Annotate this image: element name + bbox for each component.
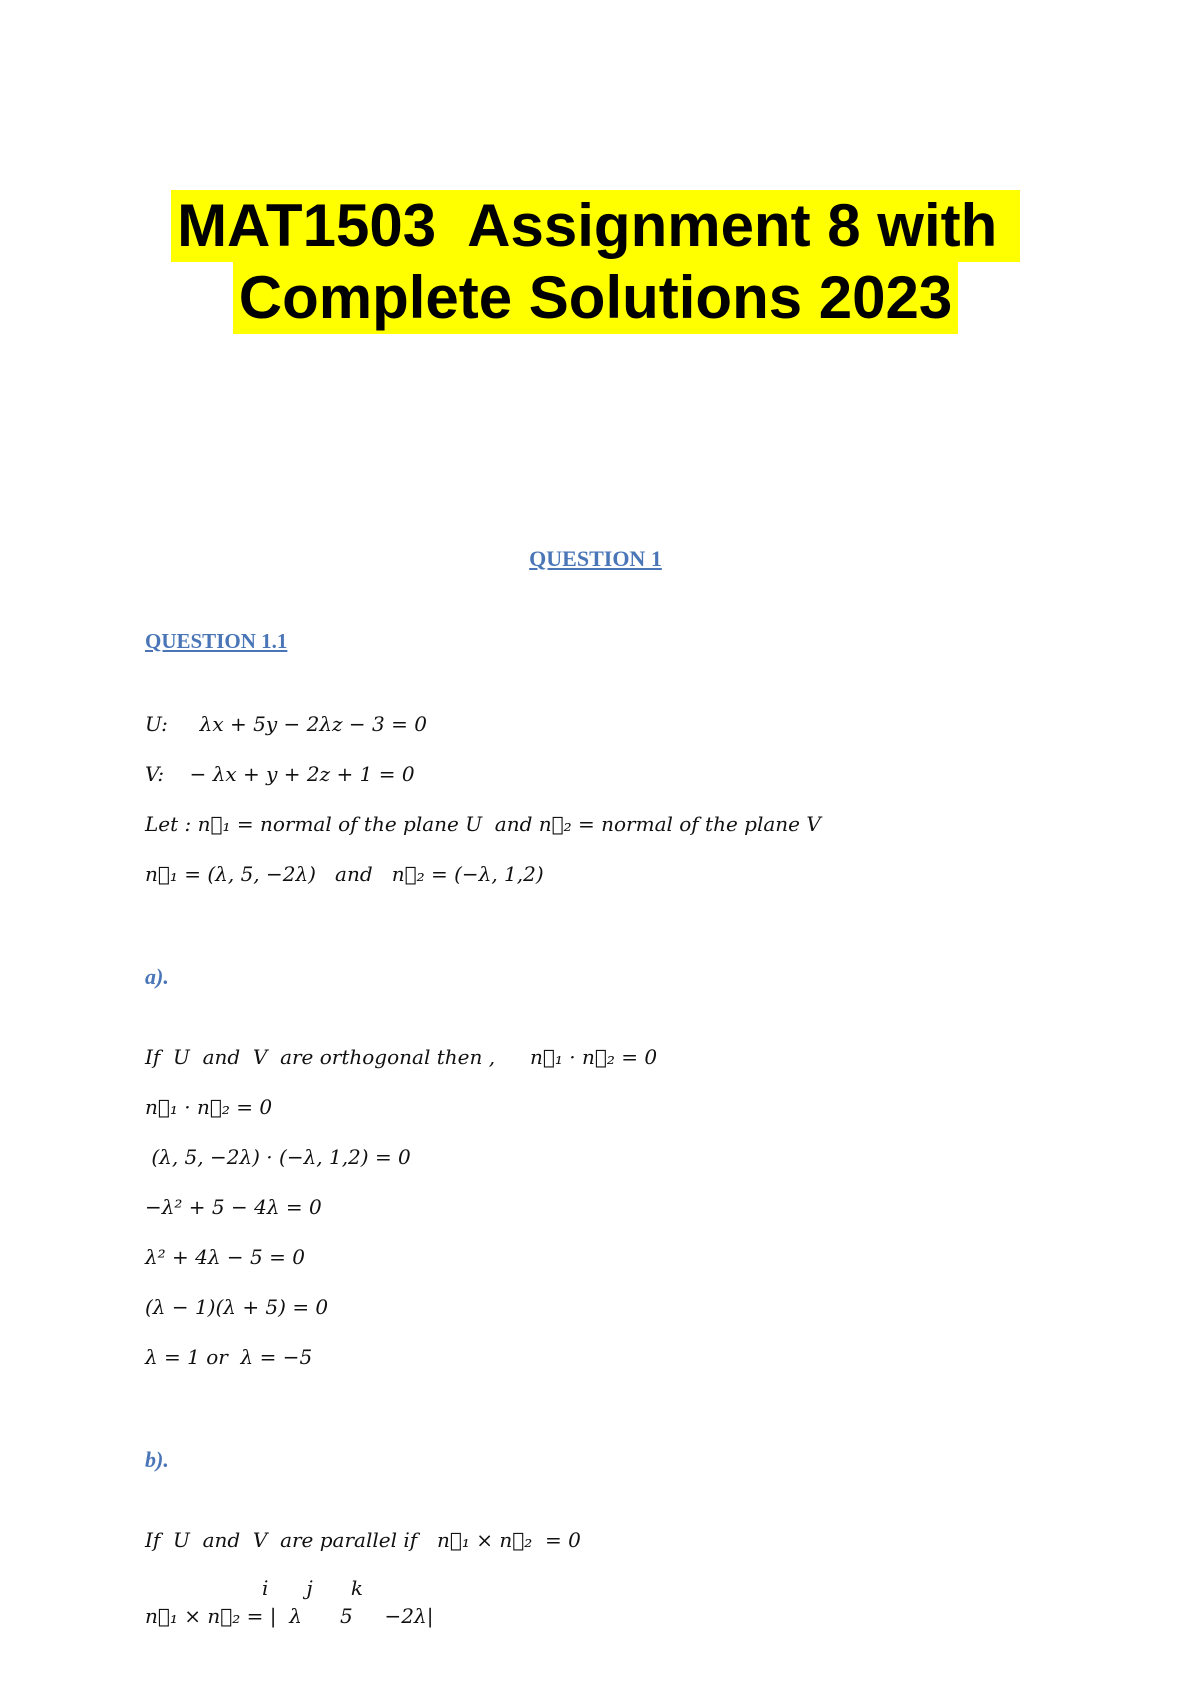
part-b-condition: If U and V are parallel if	[145, 1528, 418, 1552]
normals-values: n⃗₁ = (λ, 5, −2λ) and n⃗₂ = (−λ, 1,2)	[145, 862, 544, 886]
part-a-step: −λ² + 5 − 4λ = 0	[145, 1195, 322, 1219]
subquestion-heading: QUESTION 1.1	[145, 629, 288, 653]
part-a-step: (λ − 1)(λ + 5) = 0	[145, 1295, 329, 1319]
part-a-label: a).	[145, 964, 169, 989]
cross-product-matrix-row: n⃗₁ × n⃗₂ = | λ 5 −2λ|	[145, 1604, 434, 1628]
question-heading: QUESTION 1	[529, 546, 662, 571]
normals-definition: Let : n⃗₁ = normal of the plane U and n⃗₂ = normal of the plane V	[145, 812, 821, 836]
part-a-condition-equation: n⃗₁ · n⃗₂ = 0	[530, 1045, 658, 1069]
title-line-1: MAT1503 Assignment 8 with	[171, 190, 1020, 262]
plane-v-equation: V: − λx + y + 2z + 1 = 0	[145, 762, 415, 786]
part-a-condition: If U and V are orthogonal then ,	[145, 1045, 496, 1069]
part-b-condition-equation: n⃗₁ × n⃗₂ = 0	[437, 1528, 581, 1552]
part-a-step: n⃗₁ · n⃗₂ = 0	[145, 1095, 273, 1119]
title-line-2: Complete Solutions 2023	[233, 262, 959, 334]
part-a-result: λ = 1 or λ = −5	[145, 1345, 313, 1369]
part-a-step: (λ, 5, −2λ) · (−λ, 1,2) = 0	[145, 1145, 411, 1169]
part-a-step: λ² + 4λ − 5 = 0	[145, 1245, 305, 1269]
cross-product-matrix-header: i j k	[262, 1576, 364, 1600]
plane-u-equation: U: λx + 5y − 2λz − 3 = 0	[145, 712, 427, 736]
document-title	[0, 190, 1191, 334]
part-b-label: b).	[145, 1447, 169, 1472]
